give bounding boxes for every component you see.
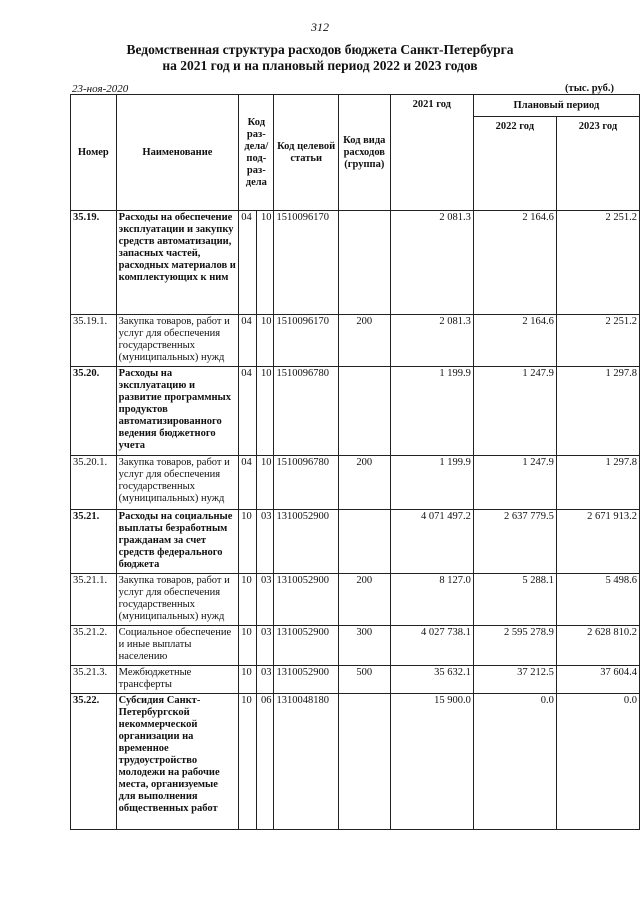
header-name: Наименование — [116, 95, 239, 211]
row-2022: 1 247.9 — [473, 367, 556, 456]
row-podrazdel: 10 — [256, 315, 274, 367]
row-razdel: 04 — [239, 211, 257, 315]
row-target-code: 1510096170 — [274, 211, 338, 315]
row-expense-type — [338, 367, 390, 456]
row-2021: 2 081.3 — [390, 211, 473, 315]
table-header — [71, 95, 640, 211]
row-name: Расходы на эксплуатацию и развитие программных продуктов автоматизированного ведения бюджетного учета — [116, 367, 239, 456]
row-razdel: 10 — [239, 694, 257, 830]
table-row — [71, 694, 640, 830]
header-num: Номер — [71, 95, 117, 211]
table-row — [71, 626, 640, 666]
title-line-1: Ведомственная структура расходов бюджета Санкт-Петербурга — [126, 42, 514, 57]
row-razdel: 10 — [239, 666, 257, 694]
page-title — [0, 42, 640, 74]
row-podrazdel: 06 — [256, 694, 274, 830]
row-number: 35.20.1. — [71, 456, 117, 510]
table-row — [71, 211, 640, 315]
row-2022: 0.0 — [473, 694, 556, 830]
row-2022: 2 637 779.5 — [473, 510, 556, 574]
header-plan: Плановый период — [473, 95, 639, 117]
row-podrazdel: 10 — [256, 211, 274, 315]
row-expense-type: 200 — [338, 574, 390, 626]
row-number: 35.21.1. — [71, 574, 117, 626]
row-number: 35.21.2. — [71, 626, 117, 666]
title-line-2: на 2021 год и на плановый период 2022 и 2023 годов — [162, 58, 478, 73]
row-target-code: 1510096780 — [274, 456, 338, 510]
row-2022: 5 288.1 — [473, 574, 556, 626]
row-2022: 1 247.9 — [473, 456, 556, 510]
row-number: 35.21.3. — [71, 666, 117, 694]
row-target-code: 1310052900 — [274, 626, 338, 666]
row-name: Закупка товаров, работ и услуг для обеспечения государственных (муниципальных) нужд — [116, 574, 239, 626]
row-razdel: 10 — [239, 510, 257, 574]
row-target-code: 1310052900 — [274, 574, 338, 626]
row-2021: 15 900.0 — [390, 694, 473, 830]
row-target-code: 1310048180 — [274, 694, 338, 830]
row-name: Закупка товаров, работ и услуг для обеспечения государственных (муниципальных) нужд — [116, 456, 239, 510]
row-name: Межбюджетные трансферты — [116, 666, 239, 694]
row-2021: 1 199.9 — [390, 456, 473, 510]
row-2021: 35 632.1 — [390, 666, 473, 694]
row-target-code: 1510096780 — [274, 367, 338, 456]
row-2023: 2 628 810.2 — [556, 626, 639, 666]
table-row — [71, 574, 640, 626]
row-podrazdel: 03 — [256, 626, 274, 666]
header-2021: 2021 год — [390, 95, 473, 211]
table-row — [71, 666, 640, 694]
row-expense-type: 300 — [338, 626, 390, 666]
row-2023: 1 297.8 — [556, 456, 639, 510]
row-2023: 2 251.2 — [556, 211, 639, 315]
row-podrazdel: 03 — [256, 666, 274, 694]
row-razdel: 04 — [239, 315, 257, 367]
header-2022: 2022 год — [473, 117, 556, 211]
row-razdel: 10 — [239, 626, 257, 666]
row-number: 35.20. — [71, 367, 117, 456]
row-expense-type — [338, 694, 390, 830]
row-expense-type — [338, 211, 390, 315]
row-2021: 4 027 738.1 — [390, 626, 473, 666]
row-2022: 2 595 278.9 — [473, 626, 556, 666]
row-razdel: 04 — [239, 456, 257, 510]
row-2021: 8 127.0 — [390, 574, 473, 626]
units-label: (тыс. руб.) — [565, 83, 614, 94]
table-body — [71, 211, 640, 830]
row-name: Социальное обеспечение и иные выплаты населению — [116, 626, 239, 666]
row-razdel: 10 — [239, 574, 257, 626]
row-expense-type: 500 — [338, 666, 390, 694]
row-expense-type: 200 — [338, 315, 390, 367]
table-row — [71, 456, 640, 510]
row-name: Расходы на социальные выплаты безработным гражданам за счет средств федерального бюджета — [116, 510, 239, 574]
document-date: 23-ноя-2020 — [72, 83, 129, 95]
row-2023: 2 671 913.2 — [556, 510, 639, 574]
row-number: 35.19. — [71, 211, 117, 315]
row-2023: 5 498.6 — [556, 574, 639, 626]
row-name: Субсидия Санкт-Петербургской некоммерческой организации на временное трудоустройство молодежи на рабочие места, организуемые для выполнения общественных работ — [116, 694, 239, 830]
row-name: Расходы на обеспечение эксплуатации и закупку средств автоматизации, запасных частей, расходных материалов и комплектующих к ним — [116, 211, 239, 315]
row-2023: 1 297.8 — [556, 367, 639, 456]
table-row — [71, 367, 640, 456]
row-podrazdel: 03 — [256, 574, 274, 626]
row-2022: 37 212.5 — [473, 666, 556, 694]
row-target-code: 1310052900 — [274, 666, 338, 694]
table-row — [71, 510, 640, 574]
row-podrazdel: 03 — [256, 510, 274, 574]
row-2023: 37 604.4 — [556, 666, 639, 694]
page-number: 312 — [311, 20, 329, 34]
row-number: 35.22. — [71, 694, 117, 830]
row-2021: 2 081.3 — [390, 315, 473, 367]
row-2022: 2 164.6 — [473, 315, 556, 367]
row-2023: 0.0 — [556, 694, 639, 830]
table-row — [71, 315, 640, 367]
header-target: Код целевой статьи — [274, 95, 338, 211]
row-2023: 2 251.2 — [556, 315, 639, 367]
row-podrazdel: 10 — [256, 367, 274, 456]
row-target-code: 1310052900 — [274, 510, 338, 574]
header-2023: 2023 год — [556, 117, 639, 211]
row-number: 35.19.1. — [71, 315, 117, 367]
row-razdel: 04 — [239, 367, 257, 456]
row-podrazdel: 10 — [256, 456, 274, 510]
row-expense-type — [338, 510, 390, 574]
row-expense-type: 200 — [338, 456, 390, 510]
row-2021: 4 071 497.2 — [390, 510, 473, 574]
row-number: 35.21. — [71, 510, 117, 574]
budget-table — [70, 94, 640, 830]
row-2021: 1 199.9 — [390, 367, 473, 456]
row-target-code: 1510096170 — [274, 315, 338, 367]
row-2022: 2 164.6 — [473, 211, 556, 315]
row-name: Закупка товаров, работ и услуг для обеспечения государственных (муниципальных) нужд — [116, 315, 239, 367]
header-vid: Код вида расходов (группа) — [338, 95, 390, 211]
header-razdel: Код раз-дела/ под-раз-дела — [239, 95, 274, 211]
